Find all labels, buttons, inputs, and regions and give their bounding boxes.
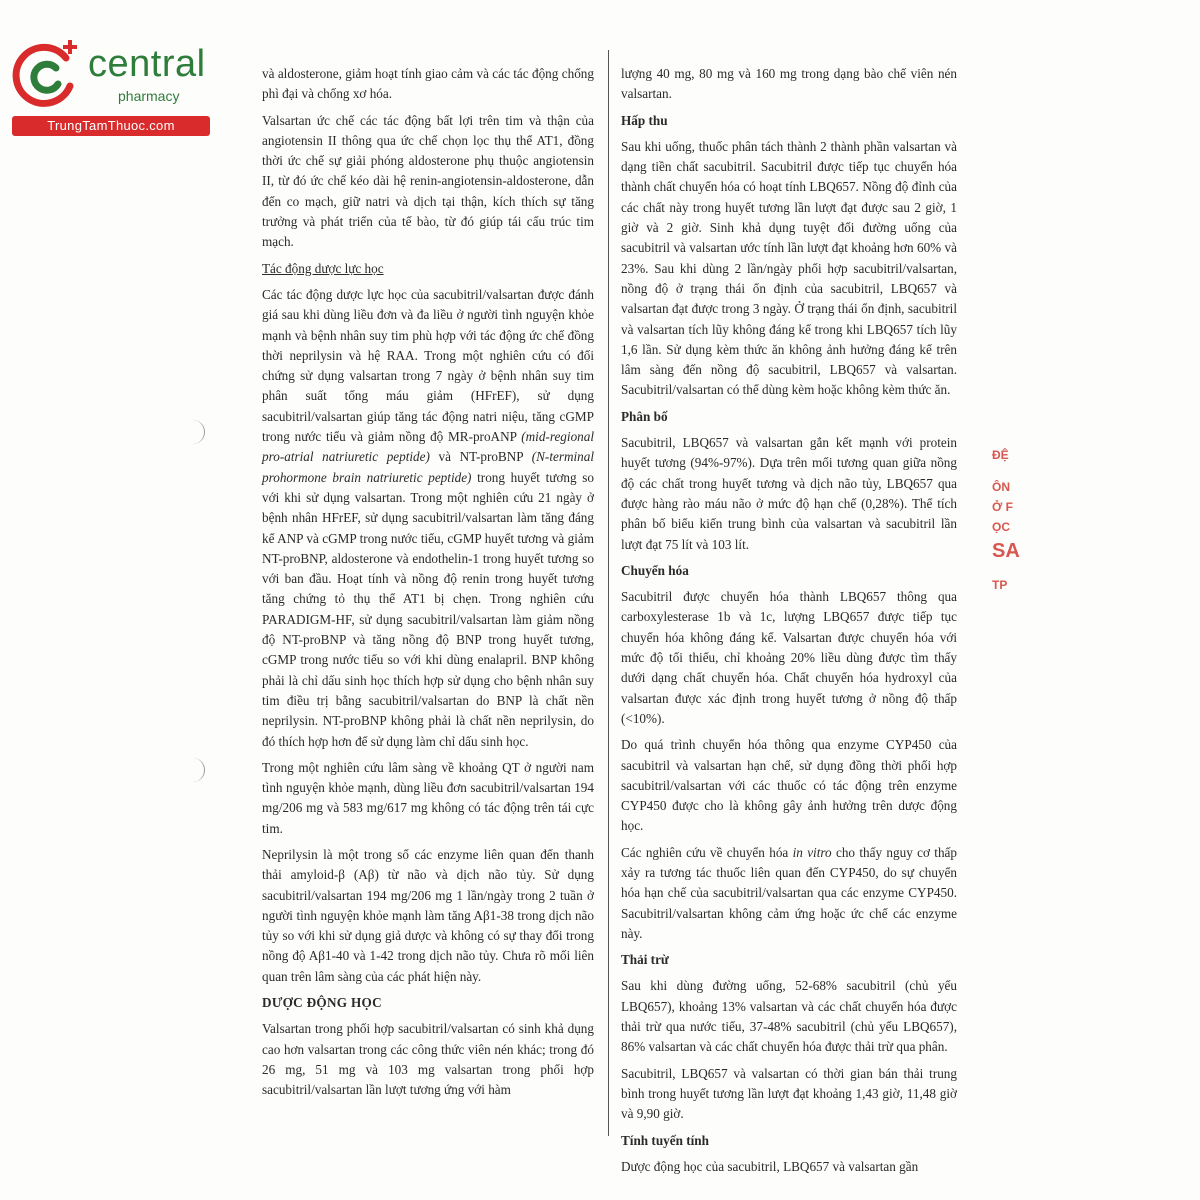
paragraph: Dược động học của sacubitril, LBQ657 và valsartan gần [621, 1158, 919, 1174]
section-heading-pharmacodynamics: Tác động dược lực học [262, 260, 384, 276]
paragraph: Sau khi dùng đường uống, 52-68% sacubitril (chủ yếu LBQ657), khoảng 13% valsartan và các chất chuyển hóa được thải trừ qua nước tiểu, 37-48% sacubitril (chủ yếu LBQ657), 86% valsartan và các chất chuyển hóa được thải trừ qua phân. [621, 978, 957, 1055]
stamp-text: TP [992, 578, 1008, 592]
stamp-text: ỌC [992, 520, 1010, 534]
logo-brand: central [88, 43, 206, 85]
punch-hole-mark [190, 420, 205, 444]
paragraph: Các tác động dược lực học của sacubitril/valsartan được đánh giá sau khi dùng liều đơn và đa liều ở người tình nguyện khỏe mạnh và bệnh nhân suy tim phù hợp với tác động ức chế đồng thời neprilysin và hệ RAA. Trong một nghiên cứu có đối chứng sử dụng valsartan trong 7 ngày ở bệnh nhân suy tim phân suất tống máu giảm (HFrEF), sử dụng sacubitril/valsartan giúp tăng tác động natri niệu, tăng cGMP trong nước tiểu và giảm nồng độ MR-proANP (mid-regional pro-atrial natriuretic peptide) và NT-proBNP (N-terminal prohormone brain natriuretic peptide) trong huyết tương so với khi sử dụng valsartan. Trong một nghiên cứu 21 ngày ở bệnh nhân HFrEF, sử dụng sacubitril/valsartan làm tăng đáng kể ANP và cGMP trong nước tiểu, cGMP huyết tương và giảm NT-proBNP, aldosterone và endothelin-1 trong huyết tương so với ban đầu. Hoạt tính và nồng độ renin trong huyết tương tăng chứng tỏ thụ thể AT1 bị chẹn. Trong nghiên cứu PARADIGM-HF, sử dụng sacubitril/valsartan làm giảm nồng độ NT-proBNP và tăng nồng độ BNP trong huyết tương, cGMP trong nước tiểu so với khi dùng enalapril. BNP không phải là chỉ dấu sinh học thích hợp sử dụng cho bệnh nhân suy tim điều trị bằng sacubitril/valsartan do BNP là chất nền neprilysin. NT-proBNP không phải là chất nền neprilysin, do đó thích hợp hơn để sử dụng làm chỉ dấu sinh học. [262, 286, 595, 749]
stamp-text: ÔN [992, 480, 1010, 494]
paragraph: Neprilysin là một trong số các enzyme liên quan đến thanh thải amyloid-β (Aβ) từ não và dịch não tủy. Sử dụng sacubitril/valsartan 194 mg/206 mg 1 lần/ngày trong 2 tuần ở người tình nguyện khỏe mạnh làm tăng Aβ1-38 trong dịch não tủy so với khi sử dụng giả dược và không có sự thay đổi trong nồng độ Aβ1-40 và 1-42 trong dịch não tủy. Chưa rõ mối liên quan trên lâm sàng của các phát hiện này. [262, 846, 594, 984]
paragraph: và aldosterone, giảm hoạt tính giao cảm và các tác động chống phì đại và chống xơ hóa. [262, 66, 594, 102]
column-divider [608, 50, 609, 1136]
section-heading-metabolism: Chuyển hóa [621, 562, 689, 578]
stamp-text: SA [992, 540, 1020, 562]
section-heading-linearity: Tính tuyến tính [621, 1132, 709, 1148]
right-column [621, 64, 957, 1183]
punch-hole-mark [190, 758, 205, 782]
paragraph: Do quá trình chuyển hóa thông qua enzyme CYP450 của sacubitril và valsartan hạn chế, sử dụng đồng thời phối hợp sacubitril/valsartan với các thuốc có tác động trên enzyme CYP450 được cho là không gây ảnh hưởng trên dược động học. [621, 737, 957, 834]
paragraph: Trong một nghiên cứu lâm sàng về khoảng QT ở người nam tình nguyện khỏe mạnh, dùng liều đơn sacubitril/valsartan 194 mg/206 mg và 583 mg/617 mg không có tác động trên tái cực tim. [262, 759, 594, 836]
paragraph: Các nghiên cứu về chuyển hóa in vitro cho thấy nguy cơ thấp xảy ra tương tác thuốc liên quan đến CYP450, do sự chuyển hóa hạn chế của sacubitril/valsartan qua các enzyme CYP450. Sacubitril/valsartan không cảm ứng hoặc ức chế các enzyme này. [621, 844, 958, 941]
paragraph: Valsartan ức chế các tác động bất lợi trên tim và thận của angiotensin II thông qua ức chế chọn lọc thụ thể AT1, đồng thời ức chế sự giải phóng aldosterone phụ thuộc angiotensin II, từ đó ức chế kéo dài hệ renin-angiotensin-aldosterone, dẫn đến co mạch, giữ natri và dịch tại thận, kích thích sự tăng trưởng và phát triển của tế bào, từ đó giúp tái cấu trúc tim mạch. [262, 112, 594, 250]
logo-site-url[interactable]: TrungTamThuoc.com [12, 116, 210, 136]
stamp-text: ĐỆ [992, 448, 1009, 462]
red-stamp-fragment [986, 444, 1020, 604]
paragraph: Sacubitril được chuyển hóa thành LBQ657 thông qua carboxylesterase 1b và 1c, lượng LBQ657 được tiếp tục chuyển hóa không đáng kể. Valsartan được chuyển hóa với mức độ tối thiểu, chỉ khoảng 20% liều dùng được tìm thấy dưới dạng chất chuyển hóa. Chất chuyển hóa hydroxyl của valsartan được xác định trong huyết tương ở nồng độ thấp (<10%). [621, 589, 957, 726]
paragraph: Sau khi uống, thuốc phân tách thành 2 thành phần valsartan và dạng tiền chất sacubitril. Sacubitril được tiếp tục chuyển hóa thành chất chuyển hóa có hoạt tính LBQ657. Nồng độ đỉnh của các chất này trong huyết tương lần lượt đạt được sau 2 giờ, 1 giờ và 2 giờ. Sinh khả dụng tuyệt đối đường uống của sacubitril và valsartan ước tính lần lượt đạt khoảng hơn 60% và 23%. Sau khi dùng 2 lần/ngày phối hợp sacubitril/valsartan, nồng độ ở trạng thái ổn định của sacubitril, LBQ657 và valsartan đạt được trong 3 ngày. Ở trạng thái ổn định, sacubitril và valsartan tích lũy không đáng kể trong khi LBQ657 tích lũy 1,6 lần. Sử dụng kèm thức ăn không ảnh hưởng đáng kể trên lâm sàng đến nồng độ sacubitril, LBQ657 và valsartan. Sacubitril/valsartan có thể dùng kèm hoặc không kèm thức ăn. [621, 138, 957, 398]
central-pharmacy-logo[interactable] [10, 38, 210, 138]
paragraph: lượng 40 mg, 80 mg và 160 mg trong dạng bào chế viên nén valsartan. [621, 66, 957, 102]
logo-subtitle: pharmacy [118, 88, 180, 104]
paragraph: Sacubitril, LBQ657 và valsartan gắn kết mạnh với protein huyết tương (94%-97%). Dựa trên mối tương quan giữa nồng độ các chất trong huyết tương và dịch não tủy, LBQ657 qua được hàng rào máu não ở mức độ hạn chế (0,28%). Thể tích phân bố biểu kiến trung bình của valsartan và sacubitril lần lượt đạt 75 lít và 103 lít. [621, 435, 957, 552]
paragraph: Sacubitril, LBQ657 và valsartan có thời gian bán thải trung bình trong huyết tương lần lượt đạt khoảng 1,43 giờ, 11,48 giờ và 9,90 giờ. [621, 1065, 957, 1122]
section-heading-excretion: Thải trừ [621, 952, 669, 968]
left-column [262, 64, 594, 1107]
stamp-text: Ở F [992, 500, 1013, 514]
section-heading-pharmacokinetics: DƯỢC ĐỘNG HỌC [262, 995, 382, 1011]
paragraph: Valsartan trong phối hợp sacubitril/valsartan có sinh khả dụng cao hơn valsartan trong các công thức viên nén khác; trong đó 26 mg, 51 mg và 103 mg valsartan trong phối hợp sacubitril/valsartan lần lượt tương ứng với hàm [262, 1021, 594, 1098]
logo-mark-icon [10, 40, 82, 112]
section-heading-distribution: Phân bố [621, 408, 668, 424]
section-heading-absorption: Hấp thu [621, 112, 668, 128]
